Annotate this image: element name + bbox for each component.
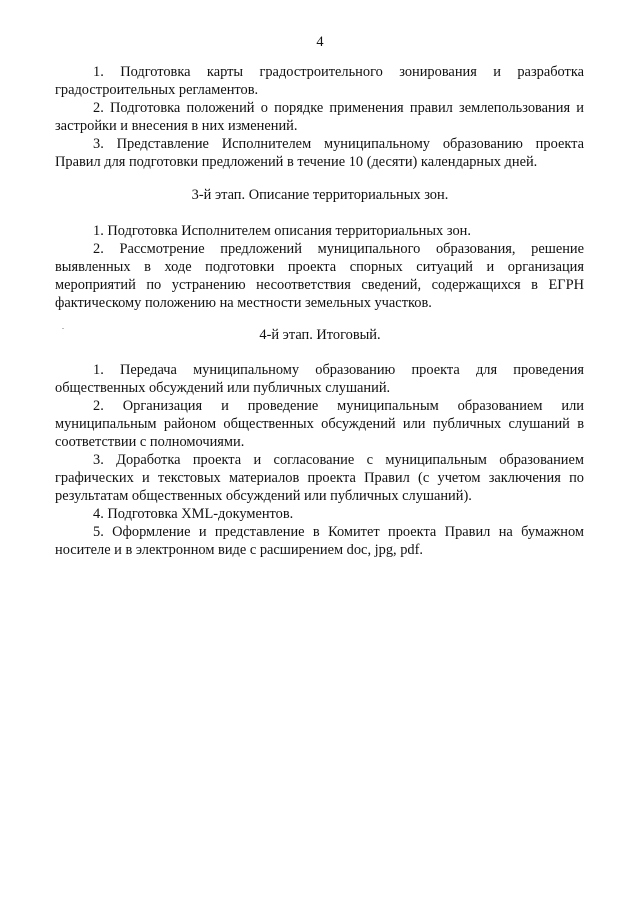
stage4-item-2: 2. Организация и проведение муниципальным образованием или муниципальным районом общественных обсуждений или публичных слушаний в соответствии с полномочиями.	[55, 398, 584, 450]
stage3-item-2: 2. Рассмотрение предложений муниципального образования, решение выявленных в ходе подготовки проекта спорных ситуаций и организация мероприятий по устранению несоответствия сведений, содержащихся в ЕГРН фактическому положению на местности земельных участков.	[55, 241, 584, 311]
stage3-heading: 3-й этап. Описание территориальных зон.	[191, 187, 449, 203]
stage2-item-3: 3. Представление Исполнителем муниципальному образованию проекта Правил для подготовки предложений в течение 10 (десяти) календарных дней.	[55, 136, 584, 170]
stage4-heading: 4-й этап. Итоговый.	[259, 327, 381, 343]
stage4-item-5: 5. Оформление и представление в Комитет проекта Правил на бумажном носителе и в электронном виде с расширением doc, jpg, pdf.	[55, 524, 584, 558]
stage4-item-4: 4. Подготовка XML-документов.	[93, 506, 294, 522]
scan-speck	[62, 328, 64, 329]
stage2-item-1: 1. Подготовка карты градостроительного зонирования и разработка градостроительных регламентов.	[55, 64, 584, 98]
stage4-item-3: 3. Доработка проекта и согласование с муниципальным образованием графических и текстовых материалов проекта Правил (с учетом заключения по результатам общественных обсуждений или публичных слушаний).	[55, 452, 584, 504]
stage3-item-1: 1. Подготовка Исполнителем описания территориальных зон.	[93, 223, 471, 239]
stage4-item-1: 1. Передача муниципальному образованию проекта для проведения общественных обсуждений или публичных слушаний.	[55, 362, 584, 396]
page-number: 4	[316, 34, 324, 50]
stage2-items	[55, 63, 584, 171]
stage3-items	[55, 222, 584, 312]
stage2-item-2: 2. Подготовка положений о порядке применения правил землепользования и застройки и внесения в них изменений.	[55, 100, 584, 134]
stage4-items	[55, 361, 584, 559]
